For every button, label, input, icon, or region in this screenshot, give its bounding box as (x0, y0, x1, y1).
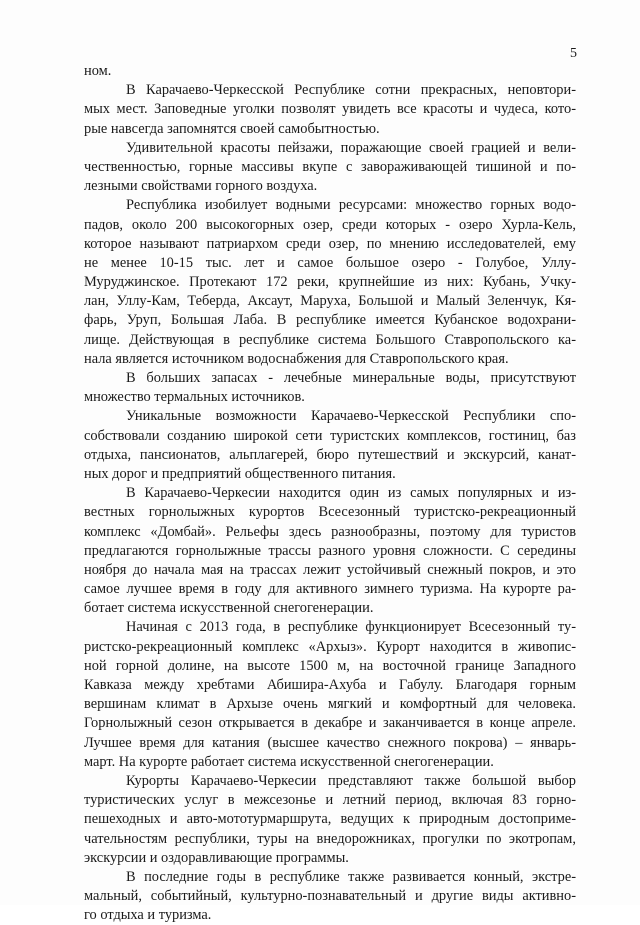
text-line: комплекс «Домбай». Рельефы здесь разнообразны, поэтому для туристов (84, 523, 576, 540)
text-line: не менее 10-15 тыс. лет и самое большое озеро - Голубое, Уллу- (84, 254, 576, 271)
paragraph (84, 196, 576, 369)
text-line: которое называют патриархом среди озер, по мнению исследователей, ему (84, 235, 576, 252)
text-line: ном. (84, 63, 112, 79)
text-line: В Карачаево-Черкесии находится один из самых популярных и из- (126, 485, 576, 502)
text-line: Республика изобилует водными ресурсами: множество горных водо- (126, 197, 576, 214)
text-line: предлагаются горнолыжные трассы разного уровня сложности. С середины (84, 542, 576, 559)
text-line: пешеходных и авто-мототурмаршрута, ведущих к природным достоприме- (84, 811, 576, 828)
text-line: фарь, Уруп, Большая Лаба. В республике имеется Кубанское водохрани- (84, 312, 576, 329)
text-line: го отдыха и туризма. (84, 907, 212, 924)
paragraph (84, 868, 576, 925)
text-line: лан, Уллу-Кам, Теберда, Аксаут, Маруха, Большой и Малый Зеленчук, Кя- (84, 293, 576, 310)
text-line: Уникальные возможности Карачаево-Черкесской Республики спо- (126, 408, 576, 425)
text-line: отдыха, пансионатов, альплагерей, бюро путешествий и экскурсий, канат- (84, 446, 576, 463)
text-line: В Карачаево-Черкесской Республике сотни прекрасных, неповтори- (126, 82, 576, 99)
paragraph (84, 62, 576, 81)
text-line: Лучшее время для катания (высшее качество снежного покрова) – январь- (84, 734, 576, 751)
paragraph (84, 81, 576, 139)
text-line: экскурсии и оздоравливающие программы. (84, 849, 349, 866)
text-line: март. На курорте работает система искусственной снегогенерации. (84, 753, 494, 770)
text-line: чательностям республики, туры на внедорожниках, прогулки по экотропам, (84, 830, 576, 847)
text-line: Удивительной красоты пейзажи, поражающие своей грацией и вели- (126, 139, 576, 156)
text-line: лище. Действующая в республике система Большого Ставропольского ка- (84, 331, 576, 348)
text-line: ристско-рекреационный комплекс «Архыз». Курорт находится в живопис- (84, 638, 576, 655)
text-line: ноября до начала мая на трассах лежит устойчивый снежный покров, и это (84, 561, 576, 578)
text-line: самое лучшее время в году для активного зимнего туризма. На курорте ра- (84, 581, 576, 598)
text-line: В больших запасах - лечебные минеральные воды, присутствуют (126, 370, 576, 386)
text-line: Начиная с 2013 года, в республике функционирует Всесезонный ту- (126, 619, 576, 636)
text-line: вестных горнолыжных курортов Всесезонный туристско-рекреационный (84, 504, 576, 521)
text-line: Горнолыжный сезон открывается в декабре и заканчивается в конце апреле. (84, 715, 576, 732)
paragraph (84, 139, 576, 197)
text-line: В последние годы в республике также развивается конный, экстре- (126, 868, 576, 885)
text-line: множество термальных источников. (84, 389, 305, 406)
text-line: вершинам климат в Архызе очень мягкий и комфортный для человека. (84, 696, 576, 713)
text-line: Кавказа между хребтами Абишира-Ахуба и Габулу. Благодаря горным (84, 677, 576, 693)
text-line: ных дорог и предприятий общественного питания. (84, 465, 396, 482)
text-line: Муруджинское. Протекают 172 реки, крупнейшие из них: Кубань, Учку- (84, 274, 576, 291)
page-number: 5 (570, 46, 577, 61)
text-line: чественностью, горные массивы вкупе с завораживающей тишиной и по- (84, 158, 576, 175)
text-line: мых мест. Заповедные уголки позволят увидеть все красоты и чудеса, кото- (84, 101, 576, 118)
body-text (84, 62, 576, 925)
paragraph (84, 407, 576, 484)
paragraph (84, 484, 576, 618)
text-line: собствовали созданию широкой сети туристских комплексов, гостиниц, баз (84, 427, 576, 444)
text-line: туристических услуг в межсезонье и летний период, включая 83 горно- (84, 792, 576, 809)
text-line: нала является источником водоснабжения для Ставропольского края. (84, 350, 509, 367)
text-line: падов, около 200 высокогорных озер, среди которых - озеро Хурла-Кель, (84, 216, 576, 233)
text-line: Курорты Карачаево-Черкесии представляют также большой выбор (126, 772, 576, 789)
text-line: ботает система искусственной снегогенерации. (84, 600, 374, 617)
paragraph (84, 772, 576, 868)
text-line: рые навсегда запомнятся своей самобытностью. (84, 120, 380, 137)
paragraph (84, 369, 576, 407)
text-line: лезными свойствами горного воздуха. (84, 178, 318, 195)
paragraph (84, 618, 576, 772)
text-line: мальный, событийный, культурно-познавательный и другие виды активно- (84, 888, 576, 905)
text-line: ной горной долине, на высоте 1500 м, на восточной границе Западного (84, 657, 576, 674)
